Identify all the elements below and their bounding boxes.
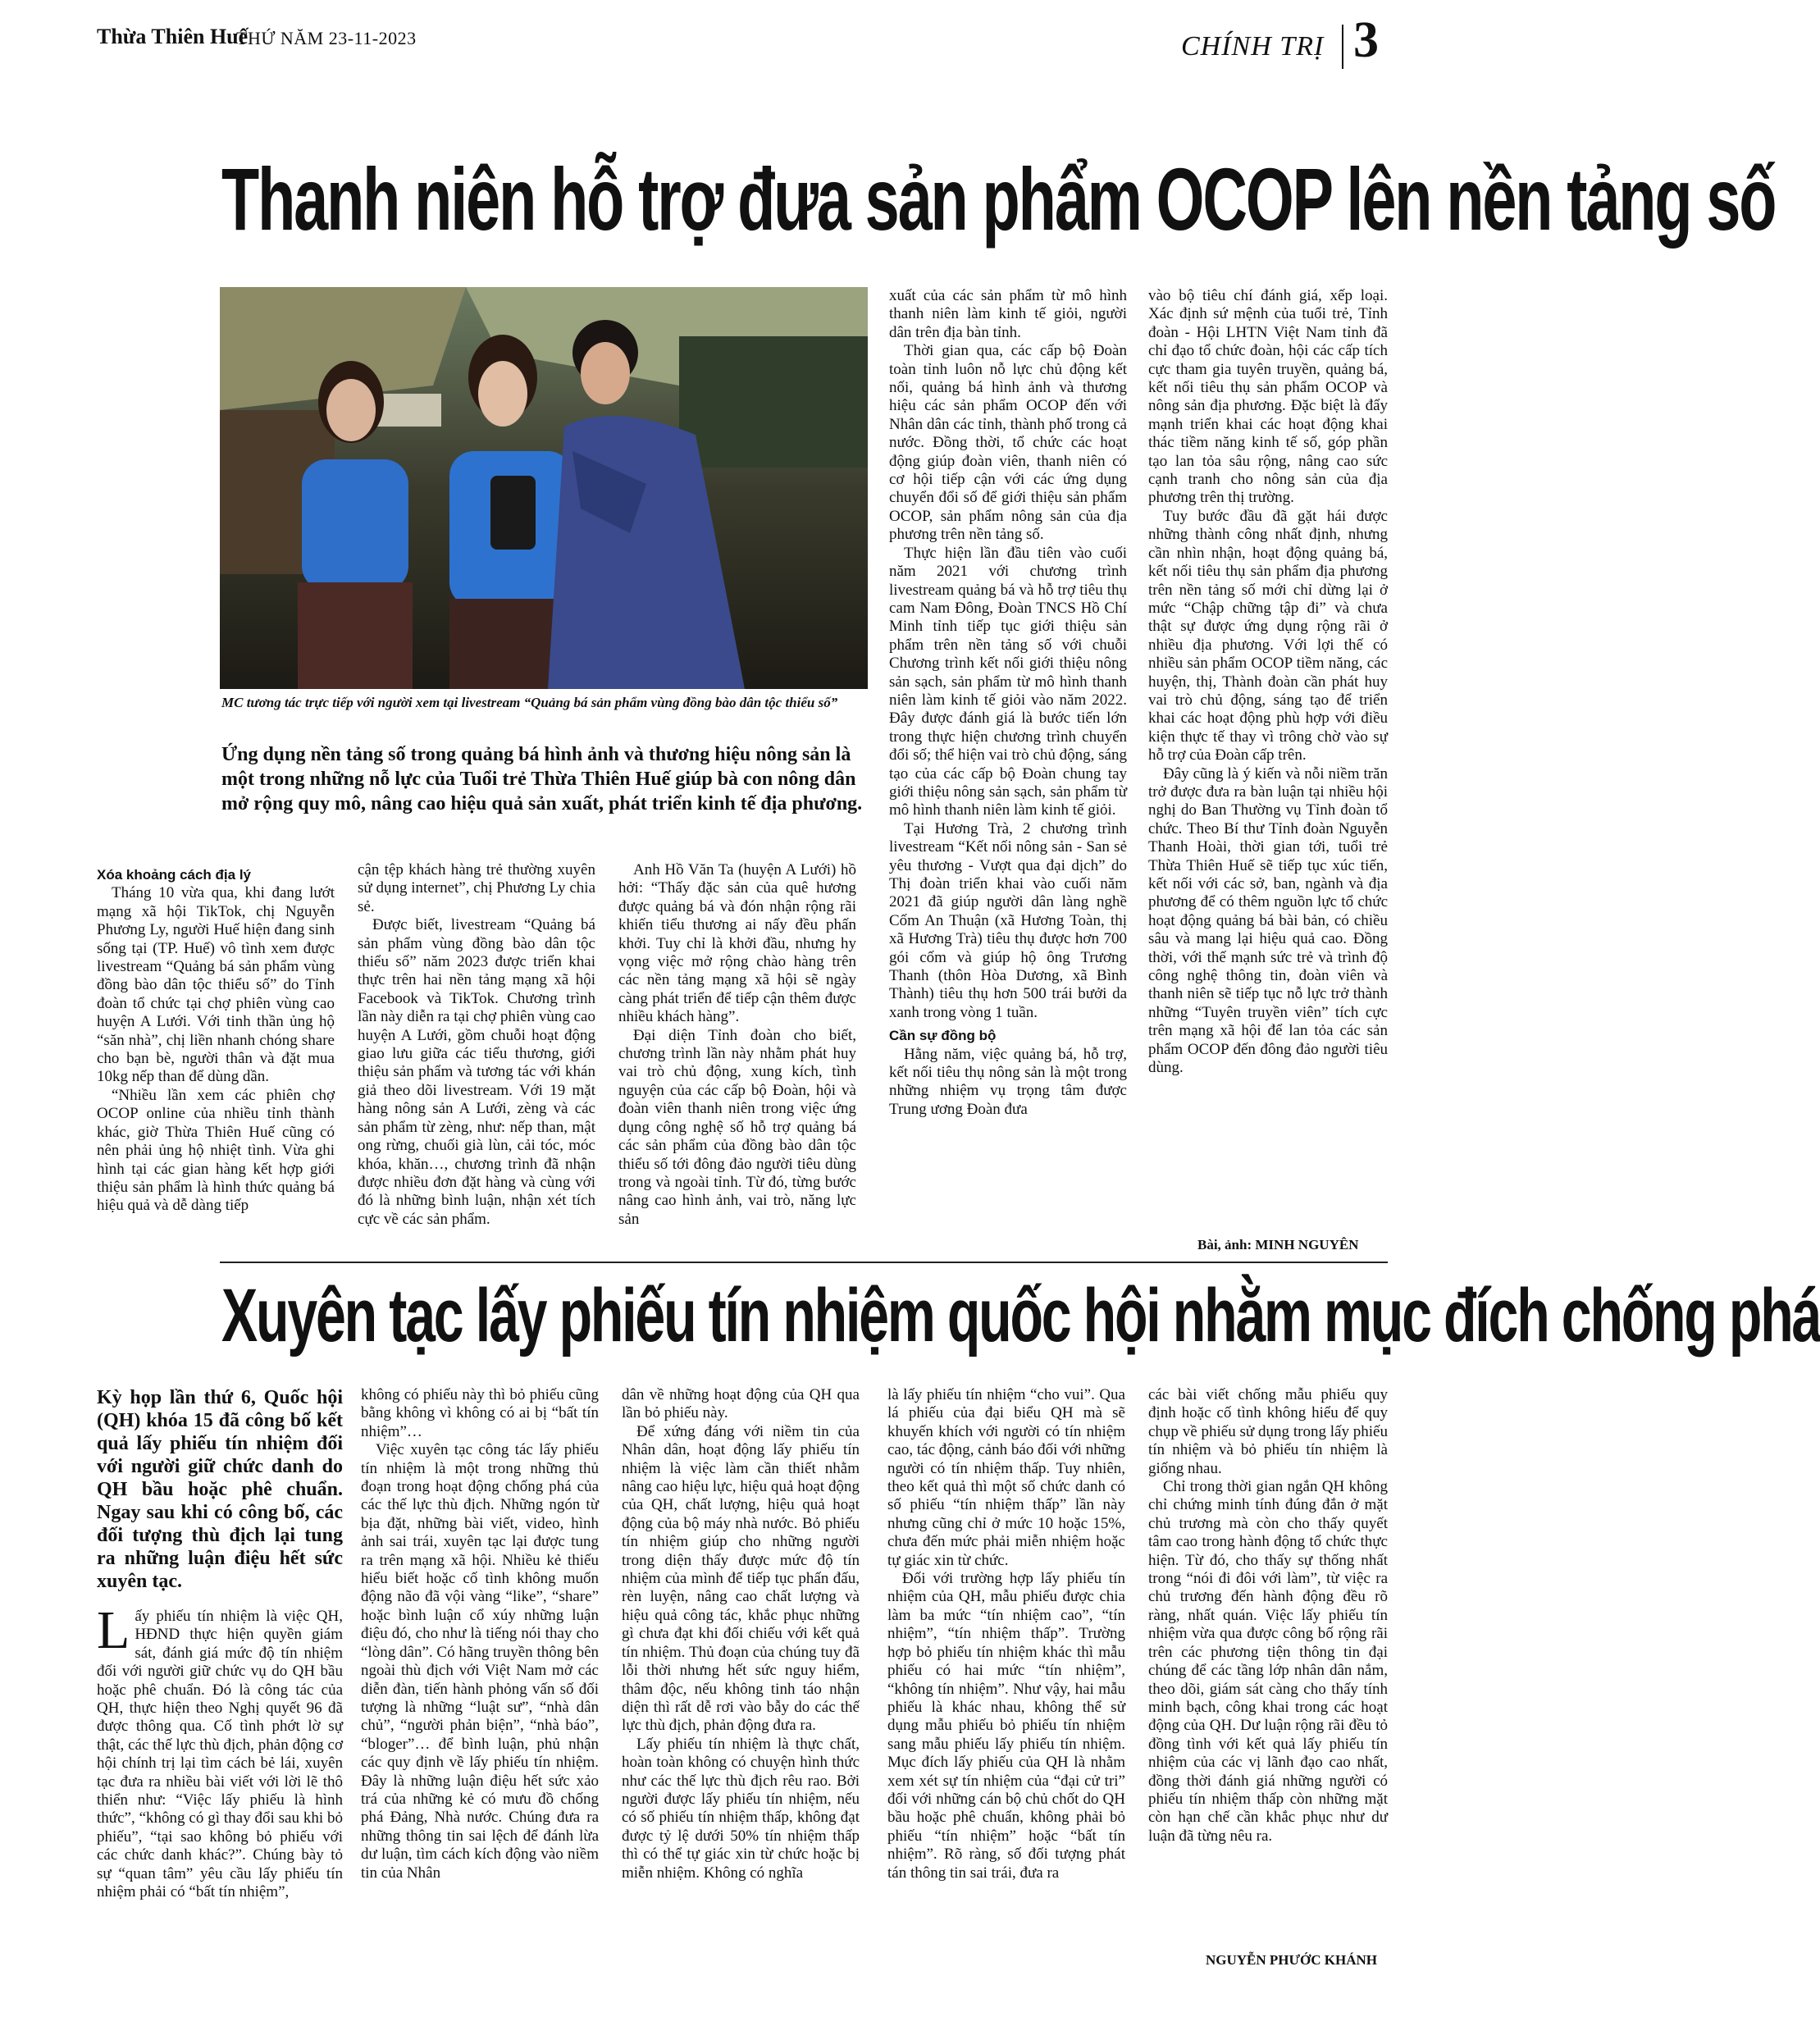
subhead: Xóa khoảng cách địa lý [97, 867, 252, 883]
article2-column-5 [1148, 1386, 1388, 1846]
paragraph: xuất của các sản phẩm từ mô hình thanh niên làm kinh tế giỏi, người dân trên địa bàn tỉnh. [889, 287, 1127, 341]
paragraph: Được biết, livestream “Quảng bá sản phẩm vùng đồng bào dân tộc thiểu số” năm 2023 được triển khai thực trên hai nền tảng mạng xã hội Facebook và TikTok. Chương trình lần này diễn ra tại chợ phiên vùng cao huyện A Lưới, gồm chuỗi hoạt động giao lưu giữa các tiểu thương, giới thiệu sản phẩm và tương tác với khán giả theo dõi livestream. Với 19 mặt hàng nông sản A Lưới, zèng và các sản phẩm từ zèng, như: nếp than, mật ong rừng, chuối già lùn, cải tóc, móc khóa, khăn…, chương trình đã nhận được nhiều đơn đặt hàng và cùng với đó là những bình luận, nhận xét tích cực về các sản phẩm. [358, 916, 595, 1228]
paragraph: ấy phiếu tín nhiệm là việc QH, HĐND thực hiện quyền giám sát, đánh giá mức độ tín nhiệm đối với người giữ chức vụ do QH bầu hoặc phê chuẩn. Đó là công tác của QH, thực hiện theo Nghị quyết 96 đã được thông qua. Cố tình phớt lờ sự thật, các thế lực thù địch, phản động cơ hội chính trị lại tìm cách bẻ lái, xuyên tạc đưa ra nhiều bài viết với lời lẽ thô thiển như: “Việc lấy phiếu là hình thức”, “không có gì thay đổi sau khi bỏ phiếu”, “tại sao không bỏ phiếu với các chức danh khác?”. Chúng bày tỏ sự “quan tâm” yêu cầu lấy phiếu tín nhiệm phải có “bất tín nhiệm”, [97, 1608, 343, 1901]
paragraph: vào bộ tiêu chí đánh giá, xếp loại. Xác định sứ mệnh của tuổi trẻ, Tỉnh đoàn - Hội LHTN Việt Nam tỉnh đã chỉ đạo tổ chức đoàn, hội các cấp tích cực tham gia tuyên truyền, quảng bá, kết nối tiêu thụ sản phẩm OCOP và nông sản địa phương. Đặc biệt là đẩy mạnh triển khai các hoạt động khai thác tiềm năng kinh tế số, góp phần tạo lan tỏa sâu rộng, nâng cao sức cạnh tranh cho nông sản của địa phương trên thị trường. [1148, 287, 1388, 507]
article2-column-4 [887, 1386, 1125, 1882]
paper-name: Thừa Thiên Huế [97, 25, 249, 48]
article1-byline: Bài, ảnh: MINH NGUYÊN [1197, 1237, 1359, 1252]
article-photo [220, 287, 868, 689]
article1-column-1 [97, 861, 335, 1216]
paragraph: Tháng 10 vừa qua, khi đang lướt mạng xã hội TikTok, chị Nguyễn Phương Ly, người Huế hiện đang sinh sống tại (TP. Huế) vô tình xem được livestream “Quảng bá sản phẩm vùng đồng bào dân tộc thiểu số” do Tỉnh đoàn tổ chức tại chợ phiên vùng cao huyện A Lưới. Với tinh thần ủng hộ “săn nhà”, chị liền nhanh chóng share cho bạn bè, người thân và đặt mua 10kg nếp than để dùng dần. [97, 884, 335, 1086]
section-divider [1342, 25, 1343, 69]
paragraph: dân về những hoạt động của QH qua lần bỏ phiếu này. [622, 1386, 860, 1422]
paragraph: không có phiếu này thì bỏ phiếu cũng bằng không vì không có ai bị “bất tín nhiệm”… [361, 1386, 599, 1440]
paragraph: các bài viết chống mẫu phiếu quy định hoặc cố tình không hiểu để quy chụp về phiếu sử dụng trong lấy phiếu tín nhiệm và bỏ phiếu tín nhiệm là giống nhau. [1148, 1386, 1388, 1477]
paragraph: Thực hiện lần đầu tiên vào cuối năm 2021 với chương trình livestream quảng bá và hỗ trợ tiêu thụ cam Nam Đông, Đoàn TNCS Hồ Chí Minh tỉnh tiếp tục giới thiệu sản phẩm trên nền tảng số với chuỗi Chương trình kết nối giới thiệu nông sản sạch, sản phẩm từ mô hình thanh niên làm kinh tế giỏi vào năm 2022. Đây được đánh giá là bước tiến lớn trong thực hiện chương trình chuyển đổi số; thể hiện vai trò chủ động, sáng tạo của các cấp bộ Đoàn chung tay giới thiệu nông sản sạch, sản phẩm từ mô hình thanh niên làm kinh tế giỏi. [889, 544, 1127, 819]
paragraph: cận tệp khách hàng trẻ thường xuyên sử dụng internet”, chị Phương Ly chia sẻ. [358, 861, 595, 915]
article1-column-5 [1148, 287, 1388, 1077]
article2-column-3 [622, 1386, 860, 1882]
paragraph: là lấy phiếu tín nhiệm “cho vui”. Qua lá phiếu của đại biểu QH mà sẽ khuyến khích với người có tín nhiệm cao, tác động, cảnh báo đối với những người có tín nhiệm thấp. Tuy nhiên, theo kết quả thì một số chức danh có số phiếu “tín nhiệm thấp” lần này nhưng cũng chỉ ở mức 10 hoặc 15%, chưa đến mức phải miễn nhiệm hoặc tự giác xin từ chức. [887, 1386, 1125, 1569]
paragraph: Chỉ trong thời gian ngắn QH không chỉ chứng minh tính đúng đắn ở mặt chủ trương mà còn cho thấy quyết tâm cao trong hành động tổ chức thực hiện. Từ đó, cho thấy sự thống nhất trong “nói đi đôi với làm”, từ việc ra chủ trương đến hành động đều rõ ràng, nhất quán. Việc lấy phiếu tín nhiệm vừa qua được công bố rộng rãi trên các phương tiện thông tin đại chúng để các tầng lớp nhân dân nắm, theo dõi, giám sát càng cho thấy tính minh bạch, công khai trong các hoạt động của QH. Dư luận rộng rãi đều tỏ đồng tình với kết quả lấy phiếu tín nhiệm của các vị lãnh đạo cao nhất, đồng thời đánh giá những người có phiếu tín nhiệm thấp còn những mặt còn hạn chế cần khắc phục như dư luận đã từng nêu ra. [1148, 1478, 1388, 1845]
paragraph: Đại diện Tỉnh đoàn cho biết, chương trình lần này nhằm phát huy vai trò chủ động, xung kích, tình nguyện của các cấp bộ Đoàn, hội và đoàn viên thanh niên trong việc ứng dụng công nghệ số hỗ trợ quảng bá các sản phẩm của đồng bào dân tộc thiểu số tới đông đảo người tiêu dùng trong và ngoài tỉnh. Từ đó, từng bước nâng cao hình ảnh, vai trò, năng lực sản [618, 1026, 856, 1228]
paragraph: Hằng năm, việc quảng bá, hỗ trợ, kết nối tiêu thụ nông sản là một trong những nhiệm vụ trọng tâm được Trung ương Đoàn đưa [889, 1045, 1127, 1118]
paragraph: Tại Hương Trà, 2 chương trình livestream “Kết nối nông sản - San sẻ yêu thương - Vượt qua đại dịch” do Thị đoàn triển khai vào cuối năm 2021 đã giúp người dân làng nghề Cốm An Thuận (xã Hương Toàn, thị xã Hương Trà) tiêu thụ được hơn 700 gói cốm và giúp hộ ông Trương Thanh (thôn Hòa Dương, xã Bình Thành) tiêu thụ hơn 500 trái bưởi da xanh trong vòng 1 tuần. [889, 819, 1127, 1021]
paragraph: Đối với trường hợp lấy phiếu tín nhiệm của QH, mẫu phiếu được chia làm ba mức “tín nhiệm cao”, “tín nhiệm”, “tín nhiệm thấp”. Trường hợp bỏ phiếu tín nhiệm khác thì mẫu phiếu có hai mức “tín nhiệm”, “không tín nhiệm”. Như vậy, hai mẫu phiếu là khác nhau, không thể sử dụng mẫu phiếu bỏ phiếu tín nhiệm sang mẫu phiếu lấy phiếu tín nhiệm. Mục đích lấy phiếu của QH là nhằm xem xét sự tín nhiệm của “đại cử tri” đối với những cán bộ chủ chốt do QH bầu hoặc phê chuẩn, không phải bỏ phiếu “tín nhiệm” hoặc “bất tín nhiệm”. Rõ ràng, số đối tượng phát tán thông tin sai trái, đưa ra [887, 1570, 1125, 1882]
paragraph: Việc xuyên tạc công tác lấy phiếu tín nhiệm là một trong những thủ đoạn trong hoạt động chống phá của các thế lực thù địch. Những ngón từ bịa đặt, những bài viết, video, hình ảnh sai trái, xuyên tạc lại được tung ra trên mạng xã hội. Nhiều kẻ thiếu hiểu biết hoặc cố tình không muốn động não đã vội vàng “like”, “share” hoặc bình luận cổ xúy những luận điệu đó, cho như là tiếng nói thay cho “lòng dân”. Có hãng truyền thông bên ngoài thù địch với Việt Nam mở các diễn đàn, tiến hành phỏng vấn số đối tượng là những “luật sư”, “nhà dân chủ”, “người phản biện”, “nhà báo”, “bloger”… để bình luận, phủ nhận các quy định về lấy phiếu tín nhiệm. Đây là những luận điệu hết sức xảo trá của những kẻ có mưu đồ chống phá Đảng, Nhà nước. Chúng đưa ra những thông tin sai lệch để đánh lừa dư luận, tìm cách kích động vào niềm tin của Nhân [361, 1441, 599, 1882]
drop-cap: L [97, 1600, 130, 1660]
article1-column-3 [618, 861, 856, 1229]
article2-column-2 [361, 1386, 599, 1882]
paragraph: Thời gian qua, các cấp bộ Đoàn toàn tỉnh luôn nỗ lực chủ động kết nối, quảng bá hình ảnh và thương hiệu các sản phẩm OCOP đến với Nhân dân các tỉnh, thành phố trong cả nước. Đồng thời, tổ chức các hoạt động giúp đoàn viên, thanh niên có cơ hội tiếp cận với các ứng dụng chuyển đổi số để giới thiệu sản phẩm OCOP, sản phẩm nông sản của địa phương trên nền tảng số. [889, 342, 1127, 544]
subhead: Cần sự đồng bộ [889, 1028, 997, 1044]
paragraph: Tuy bước đầu đã gặt hái được những thành công nhất định, nhưng cần nhìn nhận, hoạt động quảng bá, kết nối tiêu thụ sản phẩm địa phương trên nền tảng số mới chỉ dừng lại ở mức “Chập chững tập đi” và chưa thật sự được ứng dụng rộng rãi ở nhiều địa phương. Với lợi thế có nhiều sản phẩm OCOP tiềm năng, các huyện, thị, Thành đoàn cần phát huy vai trò chủ động, sáng tạo để triển khai các hoạt động phù hợp với điều kiện thực tế thay vì trông chờ vào sự hỗ trợ của Đoàn cấp trên. [1148, 507, 1388, 764]
article2-column-1 [97, 1386, 343, 1902]
paragraph: Anh Hồ Văn Ta (huyện A Lưới) hồ hởi: “Thấy đặc sản của quê hương được quảng bá và đón nhận rộng rãi khiến tiểu thương ai nấy đều phấn khởi. Tuy chỉ là khởi đầu, nhưng hy vọng việc mở rộng chào hàng trên các nền tảng mạng xã hội sẽ ngày càng phát triển để tiếp cận thêm được nhiều khách hàng”. [618, 861, 856, 1026]
page-number: 3 [1353, 12, 1379, 68]
article-separator [220, 1262, 1388, 1263]
paragraph: Để xứng đáng với niềm tin của Nhân dân, hoạt động lấy phiếu tín nhiệm là việc làm cần thiết nhằm nâng cao hiệu lực, hiệu quả hoạt động của QH, chất lượng, hiệu quả hoạt động của bộ máy nhà nước. Bỏ phiếu tín nhiệm giúp cho những người trong diện thấy được mức độ tín nhiệm của mình để tiếp tục phấn đấu, rèn luyện, nâng cao chất lượng và hiệu quả công tác, khắc phục những gì chưa đạt khi đối chiếu với kết quả tín nhiệm. Thủ đoạn của chúng tuy đã lỗi thời nhưng hết sức nguy hiểm, thâm độc, nếu không tinh táo nhận diện thì rất dễ rơi vào bẫy do các thế lực thù địch, phản động đưa ra. [622, 1422, 860, 1735]
photo-caption: MC tương tác trực tiếp với người xem tại livestream “Quảng bá sản phẩm vùng đồng bào dân tộc thiểu số” [221, 695, 838, 710]
article1-headline: Thanh niên hỗ trợ đưa sản phẩm OCOP lên nền tảng số [221, 149, 1776, 249]
paragraph: Lấy phiếu tín nhiệm là thực chất, hoàn toàn không có chuyện hình thức như các thế lực thù địch rêu rao. Bởi người được lấy phiếu tín nhiệm, nếu có số phiếu tín nhiệm thấp, không đạt được tỷ lệ dưới 50% tín nhiệm thấp thì có thể tự giác xin từ chức hoặc bị miễn nhiệm. Không có nghĩa [622, 1735, 860, 1882]
issue-date: THỨ NĂM 23-11-2023 [236, 28, 417, 48]
article1-column-2 [358, 861, 595, 1229]
paragraph: Đây cũng là ý kiến và nỗi niềm trăn trở được đưa ra bàn luận tại nhiều hội nghị do Ban Thường vụ Tỉnh đoàn tổ chức. Theo Bí thư Tỉnh đoàn Nguyễn Thanh Hoài, thời gian tới, tuổi trẻ Thừa Thiên Huế sẽ tiếp tục xúc tiến, kết nối với các sở, ban, ngành và địa phương để có thêm nguồn lực tổ chức hoạt động quảng bá bài bản, có chiều sâu và mang lại hiệu quả cao. Đồng thời, với thế mạnh sức trẻ và trình độ công nghệ thông tin, đoàn viên và thanh niên sẽ tiếp tục nỗ lực trở thành những “Tuyên truyền viên” tích cực trên mạng xã hội để lan tỏa các sản phẩm OCOP đến đông đảo người tiêu dùng. [1148, 764, 1388, 1077]
article1-column-4 [889, 287, 1127, 1119]
article1-sapo: Ứng dụng nền tảng số trong quảng bá hình ảnh và thương hiệu nông sản là một trong những nỗ lực của Tuổi trẻ Thừa Thiên Huế giúp bà con nông dân mở rộng quy mô, nâng cao hiệu quả sản xuất, phát triển kinh tế địa phương. [221, 744, 863, 814]
article2-lead: Kỳ họp lần thứ 6, Quốc hội (QH) khóa 15 đã công bố kết quả lấy phiếu tín nhiệm đối với người giữ chức danh do QH bầu hoặc phê chuẩn. Ngay sau khi có công bố, các đối tượng thù địch lại tung ra những luận điệu hết sức xuyên tạc. [97, 1387, 343, 1592]
article2-headline: Xuyên tạc lấy phiếu tín nhiệm quốc hội nhằm mục đích chống phá [221, 1274, 1820, 1357]
section-name: CHÍNH TRỊ [1181, 31, 1325, 62]
paragraph: “Nhiều lần xem các phiên chợ OCOP online của nhiều tỉnh thành khác, giờ Thừa Thiên Huế cũng có nên phải ủng hộ nhiệt tình. Vừa ghi hình tại các gian hàng kết hợp giới thiệu sản phẩm là hình thức quảng bá hiệu quả và dễ dàng tiếp [97, 1086, 335, 1215]
article2-byline: NGUYỄN PHƯỚC KHÁNH [1206, 1952, 1378, 1968]
